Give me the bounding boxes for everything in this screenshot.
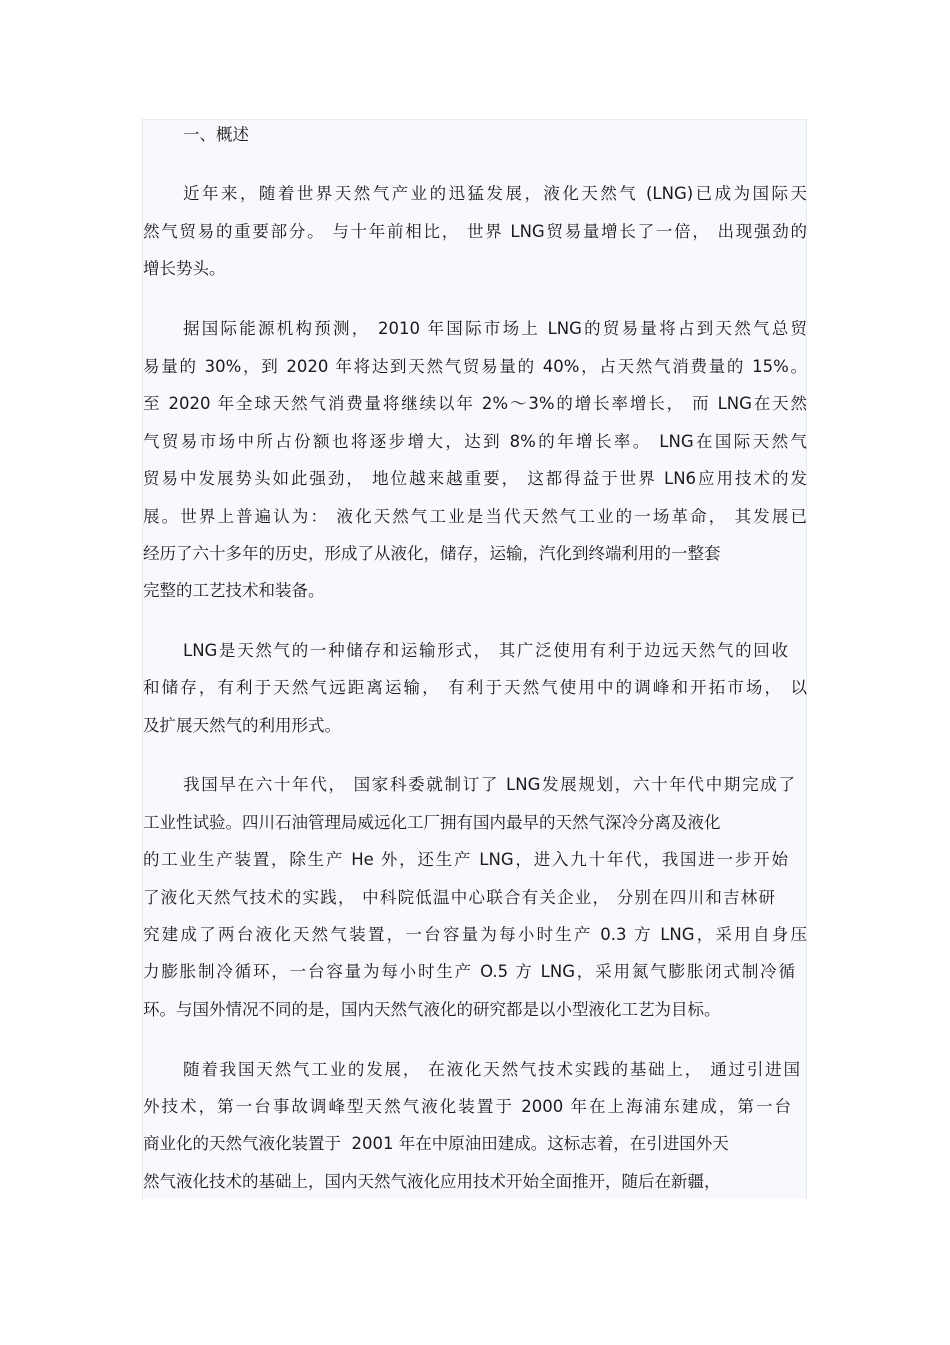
paragraph-5-line-2: 外技术，第一台事故调峰型天然气液化装置于 2000 年在上海浦东建成，第一台 <box>143 1097 791 1116</box>
paragraph-2-line-4: 气贸易市场中所占份额也将逐步增大，达到 8%的年增长率。 LNG在国际天然气 <box>143 432 807 451</box>
paragraph-3-line-1: LNG是天然气的一种储存和运输形式， 其广泛使用有利于边远天然气的回收 <box>183 641 788 660</box>
paragraph-4-line-3: 的工业生产装置，除生产 He 外，还生产 LNG，进入九十年代，我国进一步开始 <box>143 850 788 869</box>
paragraph-4-line-5: 究建成了两台液化天然气装置，一台容量为每小时生产 0.3 方 LNG，采用自身压 <box>143 925 807 944</box>
paragraph-4-line-7: 环。与国外情况不同的是，国内天然气液化的研究都是以小型液化工艺为目标。 <box>143 1000 721 1019</box>
paragraph-2-line-7: 经历了六十多年的历史，形成了从液化，储存，运输，汽化到终端利用的一整套 <box>143 544 721 563</box>
paragraph-4-line-4: 了液化天然气技术的实践， 中科院低温中心联合有关企业， 分别在四川和吉林研 <box>143 888 775 907</box>
paragraph-4-line-1: 我国早在六十年代， 国家科委就制订了 LNG发展规划，六十年代中期完成了 <box>183 775 795 794</box>
paragraph-5-line-3: 商业化的天然气液化装置于 2001 年在中原油田建成。这标志着，在引进国外天 <box>143 1134 729 1153</box>
section-heading: 一、概述 <box>183 125 249 144</box>
paragraph-2-line-8: 完整的工艺技术和装备。 <box>143 581 325 600</box>
paragraph-2-line-6: 展。世界上普遍认为： 液化天然气工业是当代天然气工业的一场革命， 其发展已 <box>143 507 807 526</box>
paragraph-3-line-3: 及扩展天然气的利用形式。 <box>143 716 341 735</box>
paragraph-3-line-2: 和储存，有利于天然气远距离运输， 有利于天然气使用中的调峰和开拓市场， 以 <box>143 678 807 697</box>
paragraph-1-line-1: 近年来，随着世界天然气产业的迅猛发展，液化天然气 (LNG)已成为国际天 <box>183 184 807 203</box>
paragraph-2-line-3: 至 2020 年全球天然气消费量将继续以年 2%～3%的增长率增长， 而 LNG在天然 <box>143 394 807 413</box>
paragraph-1-line-3: 增长势头。 <box>143 259 226 278</box>
paragraph-2-line-1: 据国际能源机构预测， 2010 年国际市场上 LNG的贸易量将占到天然气总贸 <box>183 319 807 338</box>
paragraph-5-line-1: 随着我国天然气工业的发展， 在液化天然气技术实践的基础上， 通过引进国 <box>183 1060 800 1079</box>
paragraph-1-line-2: 然气贸易的重要部分。 与十年前相比， 世界 LNG贸易量增长了一倍， 出现强劲的 <box>143 222 807 241</box>
paragraph-4-line-6: 力膨胀制冷循环，一台容量为每小时生产 O.5 方 LNG，采用氮气膨胀闭式制冷循 <box>143 962 795 981</box>
paragraph-4-line-2: 工业性试验。四川石油管理局威远化工厂拥有国内最早的天然气深冷分离及液化 <box>143 813 721 832</box>
paragraph-2-line-5: 贸易中发展势头如此强劲， 地位越来越重要， 这都得益于世界 LN6应用技术的发 <box>143 469 807 488</box>
paragraph-2-line-2: 易量的 30%，到 2020 年将达到天然气贸易量的 40%，占天然气消费量的 15%。 <box>143 357 807 376</box>
paragraph-5-line-4: 然气液化技术的基础上，国内天然气液化应用技术开始全面推开，随后在新疆， <box>143 1172 721 1191</box>
